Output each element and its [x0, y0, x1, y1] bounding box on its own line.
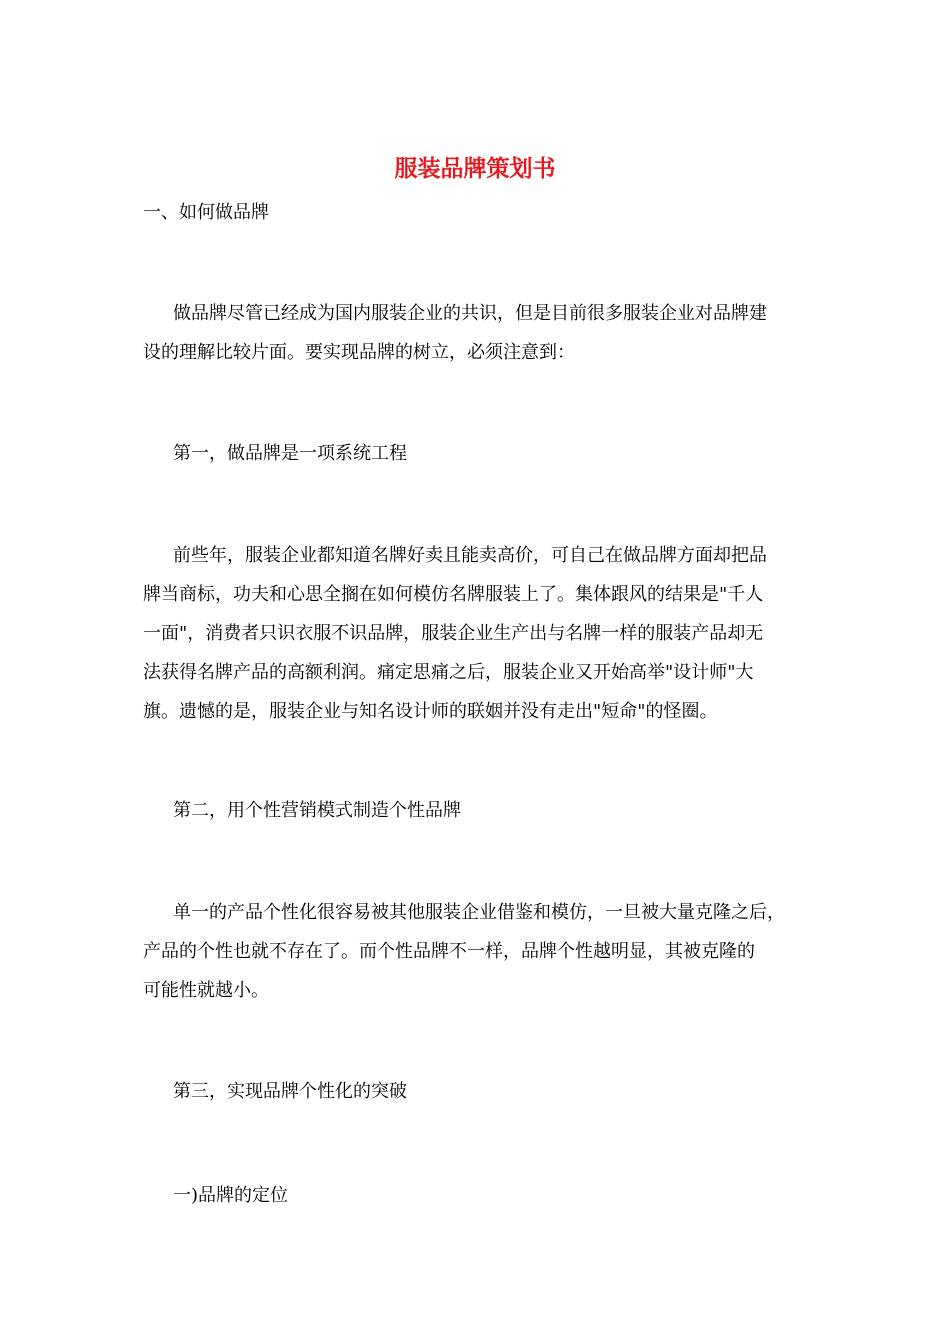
paragraph-line: 法获得名牌产品的高额利润。痛定思痛之后，服装企业又开始高举"设计师"大 [143, 662, 754, 683]
paragraph-line: 前些年，服装企业都知道名牌好卖且能卖高价，可自己在做品牌方面却把品 [173, 545, 767, 566]
subheading: 第三，实现品牌个性化的突破 [173, 1081, 407, 1102]
document-title: 服装品牌策划书 [394, 155, 556, 182]
subheading: 第一，做品牌是一项系统工程 [173, 443, 407, 464]
paragraph-line: 产品的个性也就不存在了。而个性品牌不一样，品牌个性越明显，其被克隆的 [143, 941, 755, 962]
paragraph-line: 单一的产品个性化很容易被其他服装企业借鉴和模仿，一旦被大量克隆之后， [173, 902, 785, 923]
paragraph-line: 一面"，消费者只识衣服不识品牌，服装企业生产出与名牌一样的服装产品却无 [143, 623, 764, 644]
paragraph-line: 可能性就越小。 [143, 980, 269, 1001]
section-heading: 一、如何做品牌 [143, 202, 269, 223]
paragraph-line: 牌当商标，功夫和心思全搁在如何模仿名牌服装上了。集体跟风的结果是"千人 [143, 584, 764, 605]
subheading: 第二，用个性营销模式制造个性品牌 [173, 800, 461, 821]
paragraph-line: 做品牌尽管已经成为国内服装企业的共识，但是目前很多服装企业对品牌建 [173, 303, 767, 324]
paragraph-line: 设的理解比较片面。要实现品牌的树立，必须注意到： [143, 342, 575, 363]
paragraph-line: 旗。遗憾的是，服装企业与知名设计师的联姻并没有走出"短命"的怪圈。 [143, 701, 718, 722]
subheading: 一)品牌的定位 [173, 1185, 289, 1206]
